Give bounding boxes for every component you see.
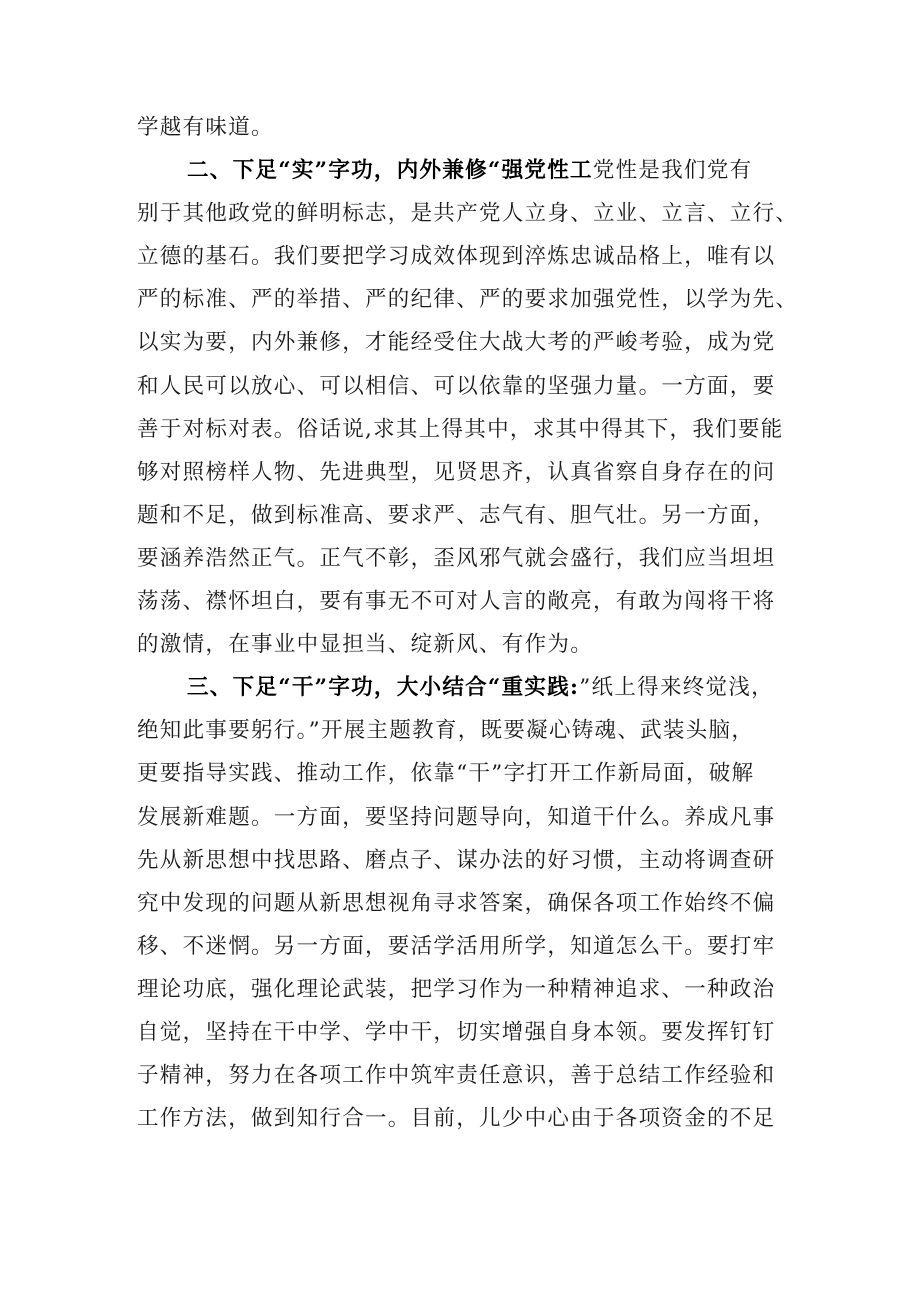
- text-line: 先从新思想中找思路、磨点子、谋办法的好习惯，主动将调查研: [137, 847, 776, 873]
- heading-line-rest: ”纸上得来终觉浅，: [579, 675, 774, 701]
- text-line: 自觉，坚持在干中学、学中干，切实增强自身本领。要发挥钉钉: [137, 1019, 776, 1045]
- heading-line: [137, 149, 797, 192]
- text-line: 移、不迷惘。另一方面，要活学活用所学，知道怎么干。要打牢: [137, 933, 776, 959]
- text-line: 发展新难题。一方面，要坚持问题导向，知道干什么。养成凡事: [137, 804, 776, 830]
- text-line: 要涵养浩然正气。正气不彰，歪风邪气就会盛行，我们应当坦坦: [137, 545, 776, 571]
- text-line: 更要指导实践、推动工作，依靠“干”字打开工作新局面，破解: [137, 761, 755, 787]
- document-body: [137, 106, 797, 1140]
- text-line: 子精神，努力在各项工作中筑牢责任意识，善于总结工作经验和: [137, 1063, 776, 1089]
- text-line: 学越有味道。: [137, 115, 274, 140]
- text-line: 善于对标对表。俗话说,求其上得其中，求其中得其下，我们要能: [137, 416, 784, 442]
- section-heading: 二、下足“实”字功，内外兼修“强党性工: [187, 158, 593, 184]
- text-line: 的激情，在事业中显担当、绽新风、有作为。: [137, 632, 594, 658]
- text-line: 究中发现的问题从新思想视角寻求答案，确保各项工作始终不偏: [137, 890, 776, 916]
- heading-line: [137, 666, 797, 709]
- text-line: 以实为要，内外兼修，才能经受住大战大考的严峻考验，成为党: [137, 330, 776, 356]
- text-line: 别于其他政党的鲜明标志，是共产党人立身、立业、立言、立行、: [137, 201, 799, 227]
- text-line: 题和不足，做到标准高、要求严、志气有、胆气壮。另一方面，: [137, 502, 776, 528]
- text-line: 理论功底，强化理论武装，把学习作为一种精神追求、一种政治: [137, 976, 776, 1002]
- text-line: 严的标准、严的举措、严的纪律、严的要求加强党性，以学为先、: [137, 287, 799, 313]
- text-line: 和人民可以放心、可以相信、可以依靠的坚强力量。一方面，要: [137, 373, 776, 399]
- section-heading: 三、下足“干”字功，大小结合“重实践:: [187, 675, 580, 701]
- text-line: 绝知此事要躬行。”开展主题教育，既要凝心铸魂、武装头脑，: [137, 718, 755, 744]
- text-line: 工作方法，做到知行合一。目前，儿少中心由于各项资金的不足: [137, 1106, 776, 1132]
- heading-line-rest: 党性是我们党有: [592, 158, 753, 184]
- text-line: 够对照榜样人物、先进典型，见贤思齐，认真省察自身存在的问: [137, 459, 776, 485]
- text-line: 荡荡、襟怀坦白，要有事无不可对人言的敞亮，有敢为闯将干将: [137, 589, 776, 615]
- text-line: 立德的基石。我们要把学习成效体现到淬炼忠诚品格上，唯有以: [137, 244, 776, 270]
